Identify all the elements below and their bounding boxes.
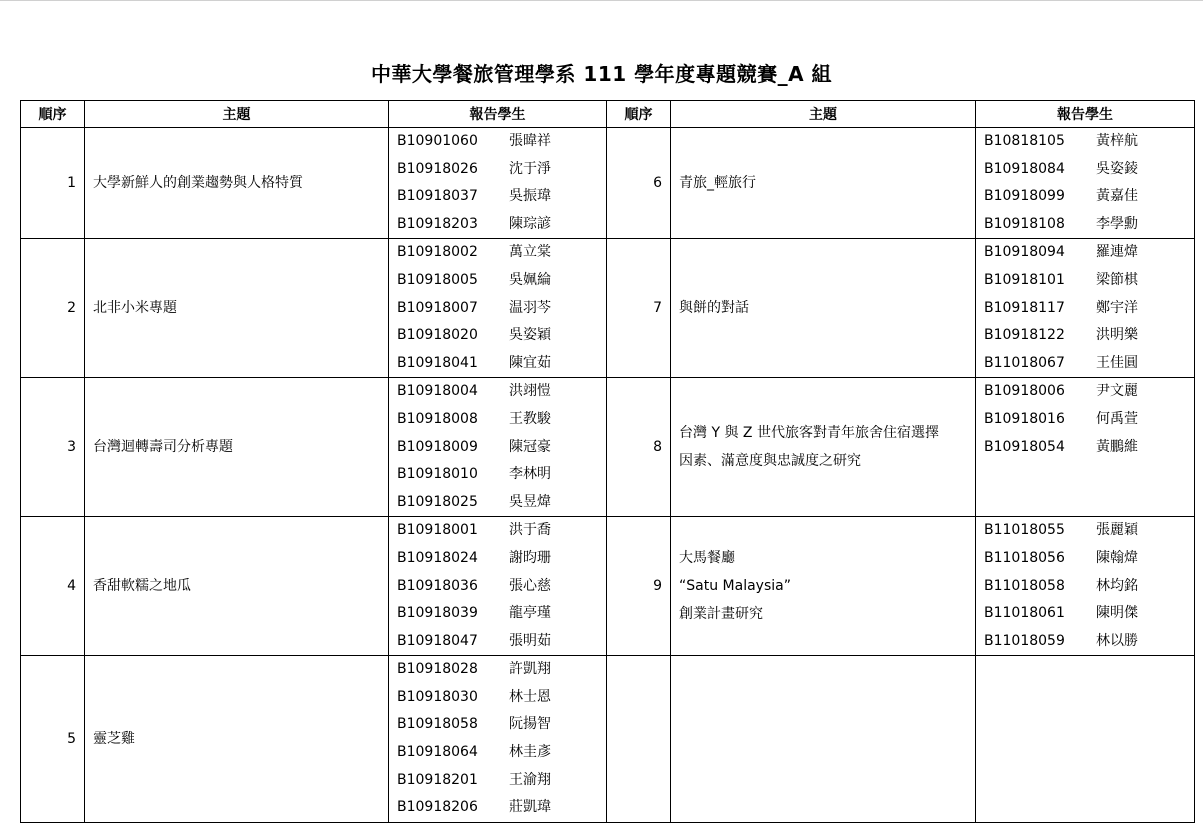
student-id: B10918025: [397, 493, 478, 510]
student-entry: [397, 461, 606, 489]
student-name: 張暐祥: [509, 133, 551, 149]
entry-topic: [85, 378, 389, 517]
student-id: B11018055: [984, 522, 1065, 539]
student-id: B11018067: [984, 354, 1065, 371]
entry-topic: [671, 656, 976, 823]
student-entry: [397, 239, 606, 267]
student-name: 梁節棋: [1096, 271, 1138, 288]
entry-topic: [85, 239, 389, 378]
student-name: 許凱翔: [509, 661, 551, 678]
student-id: B10918201: [397, 771, 478, 788]
top-border: [0, 0, 1203, 1]
student-name: 林均銘: [1096, 577, 1138, 594]
table-row: [21, 239, 1195, 378]
student-name: 吳昱煒: [509, 493, 551, 510]
student-entry: [397, 211, 606, 239]
entry-students: [976, 378, 1195, 517]
student-name: 林圭彥: [509, 744, 551, 761]
student-name: 萬立棠: [509, 244, 551, 261]
table-row: [21, 128, 1195, 239]
entry-number: 5: [21, 656, 85, 823]
student-name: 黃鵬維: [1096, 438, 1138, 455]
student-entry: [984, 156, 1194, 184]
topic-line: 台灣 Y 與 Z 世代旅客對青年旅舍住宿選擇: [679, 425, 939, 442]
topic-line: 香甜軟糯之地瓜: [93, 578, 191, 595]
student-name: 洪于喬: [509, 522, 551, 539]
entry-students: [389, 656, 607, 823]
entry-students: [976, 656, 1195, 823]
table-row: [21, 656, 1195, 823]
entry-number: [607, 656, 671, 823]
topic-line: 創業計畫研究: [679, 606, 763, 623]
student-entry: [984, 239, 1194, 267]
entry-topic: [671, 128, 976, 239]
student-id: B11018056: [984, 549, 1065, 566]
student-entry: [984, 350, 1194, 378]
student-name: 陳冠豪: [509, 438, 551, 455]
student-entry: [984, 600, 1194, 628]
header-no: 順序: [21, 101, 85, 128]
student-name: 林士恩: [509, 688, 551, 705]
topic-line: 因素、滿意度與忠誠度之研究: [679, 453, 861, 470]
student-entry: [397, 656, 606, 684]
student-entry: [397, 739, 606, 767]
entry-number: 9: [607, 517, 671, 656]
entry-topic: [85, 656, 389, 823]
entry-students: [389, 239, 607, 378]
header-students: 報告學生: [389, 101, 607, 128]
student-name: 張麗穎: [1096, 522, 1138, 539]
student-name: 洪翊愷: [509, 383, 551, 400]
student-id: B10918004: [397, 383, 478, 400]
entry-number: 4: [21, 517, 85, 656]
student-id: B10918028: [397, 661, 478, 678]
student-entry: [397, 573, 606, 601]
student-entry: [984, 295, 1194, 323]
student-entry: [397, 267, 606, 295]
student-entry: [984, 267, 1194, 295]
topic-line: 青旅_輕旅行: [679, 175, 756, 192]
student-entry: [984, 406, 1194, 434]
student-id: B10918030: [397, 688, 478, 705]
entry-number: 2: [21, 239, 85, 378]
student-entry: [397, 322, 606, 350]
page-title: 中華大學餐旅管理學系 111 學年度專題競賽_A 組: [370, 62, 833, 86]
student-id: B11018059: [984, 632, 1065, 649]
student-name: 尹文麗: [1096, 383, 1138, 400]
student-entry: [984, 628, 1194, 656]
student-name: 王佳圓: [1096, 354, 1138, 371]
student-id: B10901060: [397, 133, 478, 149]
student-entry: [984, 128, 1194, 156]
entry-number: 6: [607, 128, 671, 239]
student-id: B10918026: [397, 160, 478, 177]
student-id: B10918117: [984, 299, 1065, 316]
entry-topic: [671, 517, 976, 656]
entry-topic: [671, 378, 976, 517]
topic-line: 大學新鮮人的創業趨勢與人格特質: [93, 175, 303, 192]
student-id: B10918036: [397, 577, 478, 594]
student-name: 陳翰煒: [1096, 549, 1138, 566]
student-name: 鄭宇洋: [1096, 299, 1138, 316]
student-name: 阮揚智: [509, 716, 551, 733]
student-entry: [397, 128, 606, 156]
student-entry: [397, 183, 606, 211]
topic-line: 大馬餐廳: [679, 550, 735, 567]
entry-topic: [85, 128, 389, 239]
table-row: [21, 517, 1195, 656]
entry-students: [976, 517, 1195, 656]
entry-topic: [85, 517, 389, 656]
student-name: 陳明傑: [1096, 605, 1138, 622]
student-name: 林以勝: [1096, 632, 1138, 649]
student-id: B10918122: [984, 327, 1065, 344]
entry-number: 8: [607, 378, 671, 517]
student-id: B10918005: [397, 271, 478, 288]
student-id: B10918041: [397, 354, 478, 371]
student-name: 謝昀珊: [509, 549, 551, 566]
student-name: 張心慈: [509, 577, 551, 594]
student-id: B10918002: [397, 244, 478, 261]
student-name: 王渝翔: [509, 771, 551, 788]
student-entry: [397, 406, 606, 434]
student-entry: [984, 211, 1194, 239]
student-id: B10918064: [397, 744, 478, 761]
student-id: B10918108: [984, 215, 1065, 232]
topic-line: 與餅的對話: [679, 300, 749, 317]
student-name: 陳琮諺: [509, 215, 551, 232]
student-id: B10918054: [984, 438, 1065, 455]
entry-topic: [671, 239, 976, 378]
student-id: B10918006: [984, 383, 1065, 400]
student-id: B10918101: [984, 271, 1065, 288]
competition-table: [20, 100, 1195, 823]
header-topic: 主題: [85, 101, 389, 128]
student-entry: [984, 573, 1194, 601]
student-name: 何禹萱: [1096, 410, 1138, 427]
student-entry: [397, 794, 606, 822]
student-entry: [397, 434, 606, 462]
student-entry: [397, 378, 606, 406]
student-name: 吳振瑋: [509, 188, 551, 205]
entry-number: 1: [21, 128, 85, 239]
student-name: 王教駿: [509, 410, 551, 427]
header-row: [21, 101, 1195, 128]
student-id: B10918007: [397, 299, 478, 316]
student-entry: [397, 517, 606, 545]
student-entry: [397, 545, 606, 573]
student-name: 羅連煒: [1096, 244, 1138, 261]
student-name: 吳姵綸: [509, 271, 551, 288]
student-entry: [397, 684, 606, 712]
student-entry: [397, 489, 606, 517]
entry-students: [976, 239, 1195, 378]
student-id: B10918008: [397, 410, 478, 427]
entry-students: [389, 378, 607, 517]
student-entry: [984, 183, 1194, 211]
student-id: B10918094: [984, 244, 1065, 261]
student-id: B10918016: [984, 410, 1065, 427]
student-entry: [397, 600, 606, 628]
student-name: 吳姿錂: [1096, 160, 1138, 177]
student-name: 黃梓航: [1096, 133, 1138, 149]
student-id: B10918009: [397, 438, 478, 455]
student-entry: [397, 350, 606, 378]
student-name: 吳姿穎: [509, 327, 551, 344]
student-name: 龍亭瑾: [509, 605, 551, 622]
topic-line: 靈芝雞: [93, 731, 135, 748]
entry-number: 3: [21, 378, 85, 517]
student-name: 莊凱瑋: [509, 799, 551, 816]
topic-line: “Satu Malaysia”: [679, 578, 791, 595]
entry-students: [389, 128, 607, 239]
student-id: B10918099: [984, 188, 1065, 205]
student-entry: [984, 434, 1194, 462]
header-topic: 主題: [671, 101, 976, 128]
student-id: B11018061: [984, 605, 1065, 622]
entry-students: [389, 517, 607, 656]
entry-number: 7: [607, 239, 671, 378]
student-name: 張明茹: [509, 632, 551, 649]
student-entry: [397, 711, 606, 739]
student-name: 李林明: [509, 466, 551, 483]
student-entry: [397, 767, 606, 795]
student-id: B10918001: [397, 522, 478, 539]
student-entry: [984, 545, 1194, 573]
entry-students: [976, 128, 1195, 239]
table-row: [21, 378, 1195, 517]
student-id: B10918039: [397, 605, 478, 622]
student-name: 李學勳: [1096, 215, 1138, 232]
header-students: 報告學生: [976, 101, 1195, 128]
student-entry: [984, 322, 1194, 350]
student-id: B10918203: [397, 215, 478, 232]
student-entry: [397, 628, 606, 656]
student-id: B10918206: [397, 799, 478, 816]
student-entry: [397, 156, 606, 184]
student-name: 沈于淨: [509, 160, 551, 177]
student-name: 温羽芩: [509, 299, 551, 316]
student-entry: [397, 295, 606, 323]
topic-line: 北非小米專題: [93, 300, 177, 317]
topic-line: 台灣迴轉壽司分析專題: [93, 439, 233, 456]
table-body: [21, 128, 1195, 823]
student-id: B10918010: [397, 466, 478, 483]
student-id: B10918058: [397, 716, 478, 733]
student-id: B10918037: [397, 188, 478, 205]
student-entry: [984, 378, 1194, 406]
student-name: 陳宜茹: [509, 354, 551, 371]
student-entry: [984, 517, 1194, 545]
student-id: B10818105: [984, 133, 1065, 149]
student-id: B10918047: [397, 632, 478, 649]
student-name: 黃嘉佳: [1096, 188, 1138, 205]
student-id: B11018058: [984, 577, 1065, 594]
student-id: B10918084: [984, 160, 1065, 177]
student-id: B10918020: [397, 327, 478, 344]
header-no: 順序: [607, 101, 671, 128]
student-name: 洪明樂: [1096, 327, 1138, 344]
student-id: B10918024: [397, 549, 478, 566]
